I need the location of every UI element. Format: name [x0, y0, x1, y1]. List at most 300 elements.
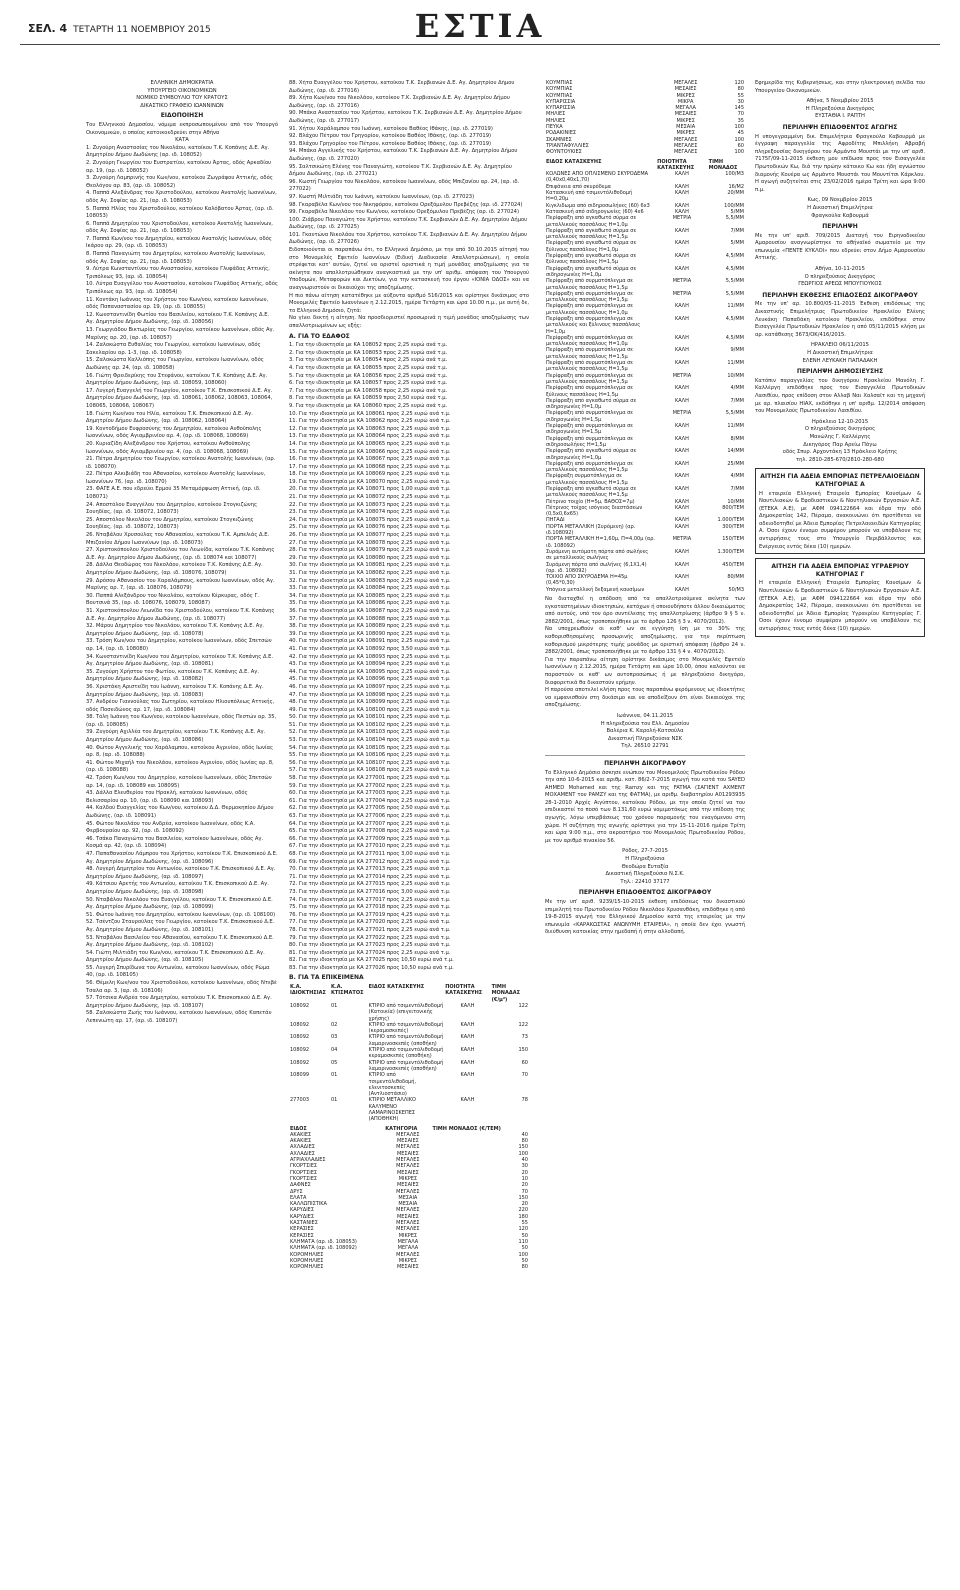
- table-cell: ΔΡΥΣ: [290, 1188, 303, 1195]
- table-cell: ΜΕΓΑΛΕΣ: [673, 142, 698, 149]
- list-item: 43. Δάλλα Ελευθερίου του Ηρακλή, κατοίκου Ιωαννίνων, οδός Βελισσαρίου αρ. 10, (αρ. ιδ. 108090 και 108093): [86, 790, 248, 804]
- list-item: 22. Πέτρα Αλκιβιάδη του Αθανασίου, κατοίκου Ανατολής Ιωαννίνων, Ιωαννίνων 76, (αρ. ιδ. 108070): [86, 471, 266, 485]
- list-item: 40. Για την ιδιοκτησία με ΚΑ 108091 προς 2,25 ευρώ ανά τ.μ.: [289, 638, 451, 645]
- list-item: 97. Κωστή Μιλτιάδη του Ιωάννη, κατοίκου Ιωαννίνων, (αρ. ιδ. 277023): [289, 193, 475, 200]
- table-cell: 50: [521, 1232, 528, 1239]
- signature-block: [755, 98, 925, 121]
- list-item: 52. Για την ιδιοκτησία με ΚΑ 108103 προς 2,25 ευρώ ανά τ.μ.: [289, 729, 451, 736]
- table-cell: ΚΑΛΗ: [674, 460, 689, 467]
- table-cell: ΜΕΣΑΙΕΣ: [674, 111, 697, 118]
- table-cell: 180: [518, 1213, 528, 1220]
- table-cell: 01: [331, 1097, 338, 1104]
- sign-role: Ο πληρεξούσιος δικηγόρος: [804, 426, 876, 433]
- table-cell: Επιφάνεια από σκυρόδεμα: [546, 183, 611, 190]
- table-cell: ΚΟΡΟΜΗΛΙΕΣ: [290, 1257, 324, 1264]
- table-row: [545, 410, 745, 423]
- table-cell: 01: [331, 1002, 338, 1009]
- table-cell: 73: [521, 1034, 528, 1041]
- sign-role: Η πληρεξούσια του Ελλ. Δημοσίου: [600, 720, 690, 727]
- table-row: [545, 266, 745, 279]
- table-row: [545, 473, 745, 486]
- list-item: 99. Γκαραβέλα Νικολάου του Κων/νου, κατοίκου Ορεξόμυλου Πρεβέζης (αρ. ιδ. 277024): [289, 209, 519, 216]
- list-item: 36. Για την ιδιοκτησία με ΚΑ 108087 προς 2,25 ευρώ ανά τ.μ.: [289, 607, 451, 614]
- list-item: 26. Νταβάλου Χρυσούλας του Αθανασίου, κατοίκου Τ.Κ. Αμπελιάς Δ.Ε. Μπιζανίου Δήμου Ιωαννίνων (αρ. ιδ. 108073): [86, 532, 270, 546]
- table-cell: Περίφραξη από συρματόπλεγμα σε μεταλλικούς πασσάλους Η=1,5μ: [546, 360, 633, 373]
- signature-block: [545, 713, 745, 751]
- table-cell: ΚΤΙΡΙΟ από τσιμεντόλιθοδομή κεραμοσκεπές (αποθήκη): [368, 1047, 444, 1060]
- table-cell: Υπόγεια μεταλλική δεξαμενή καυσίμων: [546, 586, 645, 593]
- table-cell: 9/ΜΜ: [730, 347, 744, 354]
- table-cell: Περίφραξη από αγκαθωτό σύρμα σε σιδηρογωνίες Η=1,0μ: [546, 265, 637, 278]
- authority-block: [86, 80, 278, 110]
- table-cell: ΚΑΣΤΑΝΙΕΣ: [290, 1220, 318, 1227]
- list-item: 80. Για την ιδιοκτησία με ΚΑ 277023 προς 2,25 ευρώ ανά τ.μ.: [289, 942, 451, 949]
- list-item: 14. Ζαλοκώστα Ευθαλίας του Γεωργίου, κατοίκου Ιωαννίνων, οδός Σακελαρίου αρ. 1-3, (αρ. ιδ. 108058): [86, 342, 261, 356]
- table-row: [545, 316, 745, 335]
- table-cell: ΓΚΟΡΤΣΙΕΣ: [290, 1169, 318, 1176]
- list-item: 9. Για την ιδιοκτησία με ΚΑ 108060 προς 2,25 ευρώ ανά τ.μ.: [289, 402, 448, 409]
- table-header-cell: ΕΙΔΟΣ: [290, 1125, 307, 1132]
- table-cell: ΜΕΓΑΛΕΣ: [396, 1226, 420, 1233]
- list-item: 8. Παππά Παναγιώτη του Δημητρίου, κατοίκου Ανατολής Ιωαννίνων, οδός Αγ. Σοφίας αρ. 21, (αρ. ιδ. 108053): [86, 251, 266, 265]
- table-cell: ΚΑΛΗ: [674, 190, 689, 197]
- table-cell: 45: [737, 130, 744, 137]
- table-header-cell: ΤΙΜΗ ΜΟΝΑΔΑΣ (€/μ²): [491, 984, 521, 1003]
- table-cell: 450/ΤΕΜ: [722, 561, 744, 568]
- list-item: 54. Γιώτη Μιλτιάδη του Κων/νου, κατοίκου Τ.Κ. Επισκοπικού Δ.Ε. Αγ. Δημητρίου Δήμου Δωδώνης, (αρ. ιδ. 108105): [86, 949, 265, 964]
- list-item: 77. Για την ιδιοκτησία με ΚΑ 277020 προς 2,25 ευρώ ανά τ.μ.: [289, 919, 451, 926]
- table-cell: ΚΥΠΑΡΙΣΣΙΑ: [546, 105, 576, 112]
- table-cell: ΚΟΥΜΠΙΑΣ: [546, 80, 573, 86]
- notice-body: Η υπογεγραμμένη δικ. Επιμελήτρια Φραγκούλα Καβουρμά με έγγραφη παραγγελία της Αφροδίτης Μπιλλήνη Αβραβή πληρεξουσίας δικηγόρου του Αρμάντο Μουστάι με την υπ' αριθ. 7175Γ/09-11-2015 έκθεση μου επίδωσα προς τον Εισαγγελέα Πρωτοδικών Κω, διά την πρώην κάτοικο Κω και ήδη αγνώστου διαμονής Κουέρα ως Αρμάντο Μουστάι του Μουντίτσι Κάρκλου. Η αγωγή συζητείται στις 23/02/2016 ημέρα Τρίτη και ώρα 9:00 π.μ.: [755, 133, 925, 193]
- table-cell: 300/ΤΕΜ: [722, 523, 744, 530]
- table-cell: 14/ΜΜ: [727, 448, 744, 455]
- table-cell: ΜΕΓΑΛΕΣ: [396, 1163, 420, 1170]
- table-cell: 5/ΜΜ: [730, 240, 744, 247]
- table-cell: ΚΑΛΗ: [674, 435, 689, 442]
- sign-role: Η Δικαστική Επιμελήτρια: [807, 350, 873, 356]
- table-cell: ΦΟΥΝΤΟΥΚΙΕΣ: [546, 149, 582, 156]
- table-cell: ΚΑΛΗ: [674, 448, 689, 455]
- table-cell: ΚΑΛΗ: [674, 548, 689, 555]
- table-cell: Περίφραξη από αγκαθωτό σύρμα σε ξύλινους πασσάλους Η=1,5μ: [546, 253, 637, 266]
- list-item: 36. Χριστάκη Αριστείδη του Ιωάννη, κατοίκου Τ.Κ. Κοπάνης Δ.Ε. Αγ. Δημητρίου Δήμου Δωδώνης, (αρ. ιδ. 108083): [86, 683, 264, 698]
- list-item: 12. Για την ιδιοκτησία με ΚΑ 108063 προς 2,25 ευρώ ανά τ.μ.: [289, 425, 451, 432]
- list-item: 72. Για την ιδιοκτησία με ΚΑ 277015 προς 2,25 ευρώ ανά τ.μ.: [289, 881, 451, 888]
- list-item: 16. Για την ιδιοκτησία με ΚΑ 108067 προς 2,25 ευρώ ανά τ.μ.: [289, 456, 451, 463]
- authority-line: ΥΠΟΥΡΓΕΙΟ ΟΙΚΟΝΟΜΙΚΩΝ: [147, 87, 217, 94]
- authority-line: ΝΟΜΙΚΟ ΣΥΜΒΟΥΛΙΟ ΤΟΥ ΚΡΑΤΟΥΣ: [136, 95, 228, 102]
- table-cell: ΜΕΣΑΙΕΣ: [674, 86, 697, 93]
- table-header-cell: ΚΑΤΗΓΟΡΙΑ: [385, 1125, 418, 1132]
- table-cell: ΠΟΡΤΑ ΜΕΤΑΛΛΙΚΗ (Συρόμενη) (αρ. ιδ.108092): [546, 523, 636, 537]
- list-item: 28. Δάλλα Θεοδώρας του Νικολάου, κατοίκου Τ.Κ. Κοπάνης Δ.Ε. Αγ. Δημητρίου Δήμου Δωδώνης, (αρ. ιδ. 108076, 108079): [86, 562, 263, 576]
- list-item: 29. Για την ιδιοκτησία με ΚΑ 108080 προς 2,25 ευρώ ανά τ.μ.: [289, 554, 451, 561]
- table-cell: 35: [737, 117, 744, 124]
- table-cell: 108092: [290, 1059, 310, 1066]
- table-row: [289, 1047, 529, 1060]
- table-cell: ΚΤΙΡΙΟ από τσιμεντόλιθοδομή (κεραμοσκεπές): [368, 1021, 444, 1035]
- table-row: [545, 448, 745, 461]
- list-item: 31. Για την ιδιοκτησία με ΚΑ 108082 προς 2,25 ευρώ ανά τ.μ.: [289, 570, 451, 576]
- list-item: 52. Τσέντζου Σταυρούλας του Γεωργίου, κατοίκου Τ.Κ. Επισκοπικού Δ.Ε. Αγ. Δημητρίου Δήμου Δωδώνης, (αρ. ιδ. 108101): [86, 919, 275, 933]
- list-item: 82. Για την ιδιοκτησία με ΚΑ 277025 προς 10,50 ευρώ ανά τ.μ.: [289, 957, 454, 964]
- table-row: [545, 461, 745, 474]
- table-cell: ΜΕΓΑΛΑ: [397, 1238, 419, 1245]
- table-cell: 100: [518, 1150, 528, 1157]
- list-item: 29. Δρόσου Αθανασίου του Χαραλάμπους, κατοίκου Ιωαννίνων, οδός Αγ. Μαρίνης αρ. 7, (αρ. ιδ. 108076, 108079): [86, 577, 275, 592]
- table-cell: ΚΑΛΗ: [460, 1059, 475, 1066]
- list-item: 3. Για την ιδιοκτησία με ΚΑ 108054 προς 2,25 ευρώ ανά τ.μ.: [289, 357, 448, 364]
- list-item: 38. Για την ιδιοκτησία με ΚΑ 108089 προς 2,25 ευρώ ανά τ.μ.: [289, 623, 451, 630]
- list-item: 45. Για την ιδιοκτησία με ΚΑ 108096 προς 2,25 ευρώ ανά τ.μ.: [289, 676, 451, 683]
- table-cell: 4,5/ΜΜ: [725, 334, 744, 341]
- table-cell: Κιγκλιδωμα από σιδηροσωλήνες (60) 6x3: [546, 202, 650, 209]
- table-cell: 16/Μ2: [728, 183, 744, 190]
- table-cell: 100: [734, 124, 744, 131]
- boxed-notice: [755, 468, 925, 554]
- table-cell: 5,5/ΜΜ: [725, 410, 744, 417]
- list-item: 47. Για την ιδιοκτησία με ΚΑ 108098 προς 2,25 ευρώ ανά τ.μ.: [289, 691, 451, 698]
- table-cell: ΜΕΓΑΛΕΣ: [396, 1157, 420, 1164]
- list-item: 13. Για την ιδιοκτησία με ΚΑ 108064 προς 2,25 ευρώ ανά τ.μ.: [289, 433, 451, 440]
- list-item: 41. Για την ιδιοκτησία με ΚΑ 108092 προς 3,50 ευρώ ανά τ.μ.: [289, 645, 451, 652]
- table-cell: ΚΟΥΜΠΙΑΣ: [546, 92, 573, 99]
- list-item: 31. Χριστοκόπουλου Λεωνίδα του Χριστοδούλου, κατοίκου Τ.Κ. Κοπάνης Δ.Ε. Αγ. Δημητρίου Δήμου Δωδώνης, (αρ. ιδ. 108077): [86, 607, 275, 622]
- list-item: 21. Για την ιδιοκτησία με ΚΑ 108072 προς 2,25 ευρώ ανά τ.μ.: [289, 494, 451, 501]
- table-cell: ΜΙΚΡΕΣ: [398, 1257, 418, 1264]
- list-item: 47. Παπαθανασίου Λάμπρου του Χρήστου, κατοίκου Τ.Κ. Επισκοπικού Δ.Ε. Αγ. Δημητρίου Δήμου Δωδώνης, (αρ. ιδ. 108096): [86, 850, 278, 865]
- table-cell: ΚΑΛΗ: [674, 240, 689, 247]
- table-cell: ΚΑΛΗ: [674, 334, 689, 341]
- kata-label: ΚΑΤΑ: [175, 137, 189, 144]
- table-cell: 11/ΜΜ: [727, 423, 744, 430]
- table-cell: 20: [521, 1182, 528, 1189]
- signature-block: [545, 848, 745, 886]
- table-cell: Πέτρινος τοίχος ισόγειος διαστάσεων (0,5x0,6x65): [546, 504, 643, 518]
- table-row: [545, 549, 745, 562]
- list-item: 1. Ζυγούρη Αναστασίας του Νικολάου, κατοίκου Τ.Κ. Κοπάνης Δ.Ε. Αγ. Δημητρίου Δήμου Δωδώνης (αρ. ιδ. 108052): [86, 144, 270, 159]
- table-cell: 25/ΜΜ: [727, 460, 744, 467]
- table-cell: Περίφραξη από αγκαθωτό σύρμα σε μεταλλικούς πασσάλους Η=1,5μ: [546, 227, 637, 241]
- list-item: 60. Για την ιδιοκτησία με ΚΑ 277003 προς 2,25 ευρώ ανά τ.μ.: [289, 790, 451, 797]
- table-row: [289, 1097, 529, 1122]
- table-cell: ΚΕΡΑΣΙΕΣ: [290, 1232, 314, 1239]
- table-cell: ΚΑΛΗ: [460, 1072, 475, 1079]
- list-item: 14. Για την ιδιοκτησία με ΚΑ 108065 προς 2,25 ευρώ ανά τ.μ.: [289, 440, 451, 447]
- table-row: [545, 385, 745, 398]
- column-2: [289, 80, 529, 1270]
- table-cell: 4,5/ΜΜ: [725, 315, 744, 322]
- table-cell: ΕΛΑΤΑ: [290, 1194, 307, 1201]
- list-item: 34. Κωνσταντινίδη Κων/νου του Δημητρίου, κατοίκου Τ.Κ. Κοπάνης Δ.Ε. Αγ. Δημητρίου Δήμου Δωδώνης, (αρ. ιδ. 108081): [86, 653, 274, 668]
- list-item: 42. Για την ιδιοκτησία με ΚΑ 108093 προς 2,25 ευρώ ανά τ.μ.: [289, 653, 451, 660]
- list-item: 65. Για την ιδιοκτησία με ΚΑ 277008 προς 2,25 ευρώ ανά τ.μ.: [289, 828, 451, 835]
- trees-table: [289, 1126, 529, 1271]
- table-cell: 60: [521, 1059, 528, 1066]
- sign-name: Βαλέρια Κ. Καρολή-Κατσούλα: [606, 728, 684, 735]
- table-row: [545, 190, 745, 203]
- buildings-table: [289, 984, 529, 1123]
- table-cell: Περίφραξη από συρματόπλεγμα σε μεταλλικούς πασσάλους Η=1,5μ: [546, 460, 633, 474]
- sign-phone: Τηλ.: 22410 37177: [620, 878, 670, 885]
- table-header-cell: Κ.Α. ΙΔΙΟΚΤΗΣΙΑΣ: [290, 984, 326, 997]
- table-cell: Περίφραξη από συρματόπλεγμα σε σιδηρογωνίες Η=1,5μ: [546, 423, 633, 436]
- table-row: [545, 240, 745, 253]
- list-item: 95. Σαλτσικώτη Ελένης του Παναγιώτη, κατοίκου Τ.Κ. Σερβιανών Δ.Ε. Αγ. Δημητρίου Δήμου Δωδώνης, (αρ. ιδ. 277021): [289, 163, 512, 178]
- table-cell: ΚΛΗΜΑΤΑ (αρ. ιδ. 108092): [290, 1245, 357, 1252]
- list-item: 25. Για την ιδιοκτησία με ΚΑ 108076 προς 2,25 ευρώ ανά τ.μ.: [289, 524, 451, 531]
- table-cell: 145: [734, 105, 744, 112]
- list-item: 4. Για την ιδιοκτησία με ΚΑ 108055 προς 2,25 ευρώ ανά τ.μ.: [289, 364, 448, 371]
- table-cell: ΤΡΙΑΝΤΑΦΥΛΛΙΕΣ: [546, 142, 589, 149]
- table-cell: ΑΧΛΑΔΙΕΣ: [290, 1144, 315, 1151]
- table-cell: ΜΕΤΡΙΑ: [672, 536, 692, 543]
- constructions-table: [545, 159, 745, 593]
- list-item: 2. Για την ιδιοκτησία με ΚΑ 108053 προς 2,25 ευρώ ανά τ.μ.: [289, 349, 448, 356]
- list-item: 54. Για την ιδιοκτησία με ΚΑ 108105 προς 2,25 ευρώ ανά τ.μ.: [289, 744, 451, 751]
- list-item: 27. Για την ιδιοκτησία με ΚΑ 108078 προς 2,25 ευρώ ανά τ.μ.: [289, 539, 451, 546]
- list-item: 34. Για την ιδιοκτησία με ΚΑ 108085 προς 2,25 ευρώ ανά τ.μ.: [289, 592, 451, 599]
- table-cell: 800/ΤΕΜ: [722, 504, 744, 511]
- table-cell: Περίφραξη από συρματόπλεγμα σε ξύλινους πασσάλους Η=1,5μ: [546, 385, 633, 398]
- table-cell: 108099: [290, 1072, 310, 1079]
- list-item: 15. Ζαλοκώστα Καλλιόπης του Γεωργίου, κατοίκου Ιωαννίνων, οδός Δωδώνης αρ. 24, (αρ. ιδ. 108058): [86, 357, 264, 371]
- table-cell: 50/Μ3: [728, 586, 744, 593]
- table-cell: 150: [518, 1047, 528, 1054]
- table-cell: ΜΙΚΡΕΣ: [398, 1232, 418, 1239]
- notice-body: Με την υπ' αρ. 10.800/05-11-2015 Έκθεση επιδόσεως της Δικαστικής Επιμελήτριας Πρωτοδικείου Ηρακλείου Ελένης Λευκάκη Παπαδάκη κατοίκου Ηρακλείου, επιδόθηκε στον Εισαγγελέα Πρωτοδικών Ηρακλείου η από 05/11/2015 κλήση με αρ. κατάθεσης 3673/ΟΚ/416/2015.: [755, 301, 925, 338]
- table-row: [545, 574, 745, 587]
- table-cell: ΜΕΓΑΛΕΣ: [673, 149, 698, 156]
- table-row: [289, 1034, 529, 1047]
- sign-name: Μανώλης Γ. Καλλέργης: [809, 433, 871, 440]
- table-cell: Περίφραξη από συρματόπλεγμα σε μεταλλικούς πασσάλους Η=1,5μ: [546, 372, 633, 385]
- list-item: 7. Για την ιδιοκτησία με ΚΑ 108058 προς 2,25 ευρώ ανά τ.μ.: [289, 387, 448, 394]
- table-cell: 70: [737, 111, 744, 118]
- table-cell: Περίφραξη από συρματόπλεγμα σε μεταλλικούς και ξύλινους πασσάλους Η=1,0μ: [546, 315, 641, 335]
- notice-body: Με την υπ' αριθ. 9239/15-10-2015 έκθεση επιδόσεως του δικαστικού επιμελητή του Πρωτοδικείου Ρόδου Νικολάου Χρυσανθάκη, επιδόθηκε η από 19-8-2015 αγωγή του Ελληνικού Δημοσίου κατά της εταιρείας με την επωνυμία «ΚΑΡΑΚΩΣΤΑΣ ΑΝΩΝΥΜΗ ΕΤΑΙΡΕΙΑ», η οποία δεν έχει γνωστή διεύθυνση κατοικίας στην ημεδαπή ή στην αλλοδαπή.: [545, 899, 745, 936]
- list-item: 38. Τόλη Ιωάννη του Κων/νου, κατοίκου Ιωαννίνων, οδός Πεστών αρ. 35, (αρ. ιδ. 108085): [86, 714, 277, 728]
- table-row: [545, 335, 745, 348]
- table-cell: ΜΕΓΑΛΕΣ: [396, 1188, 420, 1195]
- table-cell: ΜΕΤΡΙΑ: [672, 372, 692, 379]
- list-item: 20. Για την ιδιοκτησία με ΚΑ 108071 προς 1,00 ευρώ ανά τ.μ.: [289, 486, 451, 493]
- list-item: 71. Για την ιδιοκτησία με ΚΑ 277014 προς 2,25 ευρώ ανά τ.μ.: [289, 873, 451, 880]
- table-cell: Κατασκευή από τσιμεντόλιθοδομή Η=0,20μ: [546, 190, 633, 203]
- sign-name: ΓΕΩΡΓΙΟΣ ΑΡΕΩΣ ΜΠΟΥΓΙΟΥΚΟΣ: [798, 281, 882, 288]
- notice-body: Για την παραπάνω αίτηση ορίστηκε δικάσιμος στο Μονομελές Εφετείο Ιωαννίνων η 2.12.2015, ημέρα Τετάρτη και ώρα 10.00, όπου καλούνται να παραστούν οι καθ' ων αυτοπροσώπως ή με πληρεξούσιο δικηγόρο, διαφορετικά θα δικαστούν ερήμην.: [545, 656, 745, 686]
- list-item: 68. Για την ιδιοκτησία με ΚΑ 277011 προς 3,00 ευρώ ανά τ.μ.: [289, 850, 451, 857]
- table-cell: ΠΗΓΑΔΙ: [546, 517, 565, 524]
- list-item: 63. Για την ιδιοκτησία με ΚΑ 277006 προς 2,25 ευρώ ανά τ.μ.: [289, 813, 451, 819]
- table-cell: Περίφραξη από αγκαθωτό σύρμα σε σιδηρογωνίες Η=1,0μ: [546, 448, 637, 461]
- boxed-notice: [755, 558, 925, 636]
- table-cell: 55: [737, 92, 744, 99]
- table-cell: ΜΕΤΡΙΑ: [672, 410, 692, 417]
- table-cell: 5/ΜΜ: [730, 208, 744, 215]
- list-item: 57. Για την ιδιοκτησία με ΚΑ 108108 προς 2,25 ευρώ ανά τ.μ.: [289, 767, 451, 774]
- list-item: 49. Για την ιδιοκτησία με ΚΑ 108100 προς 2,25 ευρώ ανά τ.μ.: [289, 706, 451, 713]
- table-cell: 78: [521, 1097, 528, 1104]
- list-item: 30. Για την ιδιοκτησία με ΚΑ 108081 προς 2,25 ευρώ ανά τ.μ.: [289, 562, 451, 569]
- table-cell: ΑΧΛΑΔΙΕΣ: [290, 1150, 315, 1157]
- table-cell: 30: [737, 98, 744, 105]
- table-cell: 11/ΜΜ: [727, 360, 744, 367]
- table-cell: 02: [331, 1021, 338, 1028]
- table-cell: ΔΑΦΝΕΣ: [290, 1182, 311, 1189]
- table-cell: Περίφραξη από συρματόπλεγμα σε μεταλλικούς πασσάλους Η=1,5μ: [546, 290, 633, 304]
- sign-place: Αθήνα, 10-11-2015: [815, 266, 865, 273]
- table-cell: ΚΑΛΗ: [674, 360, 689, 367]
- table-cell: ΚΑΛΗ: [674, 183, 689, 190]
- table-cell: 277003: [290, 1097, 310, 1104]
- table-cell: ΚΑΛΗ: [674, 473, 689, 480]
- table-row: [289, 1072, 529, 1097]
- sign-office: Δικηγόρος Παρ Αρείω Πάγω: [803, 441, 877, 448]
- table-cell: ΜΕΓΑΛΕΣ: [396, 1144, 420, 1151]
- table-cell: ΚΑΛΗ: [674, 253, 689, 260]
- table-cell: 11/ΜΜ: [727, 303, 744, 310]
- list-item: 35. Ζυγούρη Χρήστου του Φωτίου, κατοίκου Τ.Κ. Κοπάνης Δ.Ε. Αγ. Δημητρίου Δήμου Δωδώνης, (αρ. ιδ. 108082): [86, 668, 259, 683]
- table-row: [545, 228, 745, 241]
- table-cell: 80/ΜΜ: [727, 574, 744, 581]
- list-item: 13. Γεωργιάδου Βικτωρίας του Γεωργίου, κατοίκου Ιωαννίνων, οδός Αγ. Μαρίνης αρ. 20, (αρ. ιδ. 108057): [86, 327, 275, 341]
- sign-phone: Τηλ. 26510 22791: [621, 743, 669, 750]
- table-cell: 108092: [290, 1047, 310, 1054]
- table-cell: 1.300/ΤΕΜ: [717, 548, 744, 555]
- table-cell: ΚΑΛΗ: [674, 423, 689, 430]
- table-cell: 7/ΜΜ: [730, 227, 744, 234]
- table-cell: Περίφραξη από συρματόπλεγμα σε σιδηρογωνίες Η=1,5μ: [546, 410, 633, 423]
- list-item: 30. Παππά Αλεξάνδρου του Νικολάου, κατοίκου Κέρκυρας, οδός Γ. Βουτσινά 35, (αρ. ιδ. 108076, 108079, 108087): [86, 592, 260, 607]
- table-cell: 220: [518, 1207, 528, 1214]
- list-item: 79. Για την ιδιοκτησία με ΚΑ 277022 προς 2,25 ευρώ ανά τ.μ.: [289, 934, 451, 941]
- notice-title: ΑΙΤΗΣΗ ΓΙΑ ΑΔΕΙΑ ΕΜΠΟΡΙΑΣ ΠΕΤΡΕΛΑΙΟΕΙΔΩΝ ΚΑΤΗΓΟΡΙΑΣ Α: [760, 473, 920, 488]
- table-cell: Περίφραξη από συρματόπλεγμα σε μεταλλικούς πασσάλους Η=1,0μ: [546, 303, 633, 316]
- table-cell: ΚΑΛΗ: [674, 208, 689, 215]
- table-cell: ΜΗΛΙΕΣ: [546, 111, 566, 118]
- table-cell: Πέτρινο τοιχίο (Η=5μ, ΒΑΘΟΣ=7μ): [546, 498, 635, 505]
- sign-name: Θεοδώρα Ευταξία: [621, 863, 669, 870]
- table-cell: 30: [521, 1163, 528, 1170]
- list-item: 23. ΦΑΓΕ Α.Ε. που εδρεύει Ερμού 35 Μεταμόρφωση Αττική, (αρ. ιδ. 108071): [86, 486, 261, 501]
- divider: [545, 755, 745, 756]
- list-item: 75. Για την ιδιοκτησία με ΚΑ 277018 προς 2,25 ευρώ ανά τ.μ.: [289, 904, 451, 911]
- table-cell: 150: [518, 1144, 528, 1151]
- list-item: 42. Τρόση Κων/νου του Δημητρίου, κατοίκου Ιωαννίνων, οδός Σπετσών αρ. 14, (αρ. ιδ. 108089 και 108095): [86, 775, 272, 789]
- table-cell: 60: [737, 142, 744, 149]
- list-item: 67. Για την ιδιοκτησία με ΚΑ 277010 προς 2,25 ευρώ ανά τ.μ.: [289, 843, 451, 850]
- table-cell: Περίφραξη από αγκαθωτό σύρμα σε ξύλινους πασσάλους Η=1,0μ: [546, 240, 637, 253]
- table-cell: ΜΕΓΑΛΕΣ: [396, 1251, 420, 1258]
- list-item: 69. Για την ιδιοκτησία με ΚΑ 277012 προς 2,25 ευρώ ανά τ.μ.: [289, 858, 451, 865]
- masthead: [20, 8, 940, 45]
- table-cell: 100/ΜΜ: [724, 202, 744, 209]
- table-cell: ΣΚΑΜΝΙΕΣ: [546, 136, 572, 143]
- list-item: 5. Παππά Ηλίας του Χριστοδούλου, κατοίκου Καλόβατου Άρτας, (αρ. ιδ. 108053): [86, 205, 274, 220]
- list-item: 100. Ζιάβρου Παναγιώτη του Χρήστου, κατοίκου Τ.Κ. Σερβιανών Δ.Ε. Αγ. Δημητρίου Δήμου Δωδώνης, (αρ. ιδ. 277025): [289, 216, 528, 231]
- table-cell: ΠΕΥΚΑ: [546, 124, 563, 131]
- table-cell: 5,5/ΜΜ: [725, 290, 744, 297]
- table-cell: 150/ΤΕΜ: [722, 536, 744, 543]
- notice-title: ΠΕΡΙΛΗΨΗ ΔΙΚΟΓΡΑΦΟΥ: [604, 759, 686, 767]
- table-cell: 20: [521, 1201, 528, 1208]
- table-header-cell: ΠΟΙΟΤΗΤΑ ΚΑΤΑΣΚΕΥΗΣ: [445, 984, 483, 997]
- table-cell: ΚΑΛΗ: [674, 517, 689, 524]
- table-cell: ΚΤΙΡΙΟ από τσιμεντόλιθοδομή (Κατοικία) (επιγειτονικής χρήσης): [368, 1002, 444, 1022]
- table-cell: ΚΑΛΗ: [674, 265, 689, 272]
- list-item: 19. Κοντοδήμου Ευφροσύνης του Δημητρίου, κατοίκου Ανθοῦπολης Ιωαννίνων, οδός Αγιαμβρινίου αρ. 4, (αρ. ιδ. 108068, 108069): [86, 425, 262, 440]
- notice-body: Με την υπ' αριθ. 709/2015 Διαταγή του Ειρηνοδικείου Αμαρουσίου αναγνωρίστηκε το αθήναϊκό σωματείο με την επωνυμία «ΠΕΝΤΕ ΚΥΚΛΟΙ» που εδρεύει στον Δήμο Αμαρουσίου Αττικής.: [755, 232, 925, 262]
- list-item: 45. Φώτου Νικολάου του Ανδρέα, κατοίκου Ιωαννίνων, οδός Κ.Α. Φερβουραίου αρ. 92, (αρ. ιδ. 108092): [86, 820, 255, 835]
- authority-line: ΔΙΚΑΣΤΙΚΟ ΓΡΑΦΕΙΟ ΙΩΑΝΝΙΝΩΝ: [140, 102, 224, 109]
- list-item: 9. Λύτρα Κωνσταντίνου του Αναστασίου, κατοίκου Γλυφάδας Αττικής, Τριπόλεως 93, (αρ. ιδ. 108054): [86, 266, 270, 280]
- table-header-row: [545, 159, 745, 172]
- table-cell: 10/ΜΜ: [727, 498, 744, 505]
- table-cell: ΚΤΙΡΙΟ από τσιμεντόλιθοδομή, ελενιτοσκεπές (Αντλιοστάσιο): [368, 1072, 417, 1098]
- table-cell: 122: [518, 1002, 528, 1009]
- table-cell: ΜΕΓΑΛΕΣ: [673, 80, 698, 86]
- table-cell: ΚΤΙΡΙΟ από τσιμεντόλιθοδομή λαμαρινοσκεπές (αποθήκη): [368, 1034, 444, 1047]
- table-cell: 80: [521, 1138, 528, 1145]
- list-item: 15. Για την ιδιοκτησία με ΚΑ 108066 προς 2,25 ευρώ ανά τ.μ.: [289, 448, 451, 455]
- sign-role: Η Πληρεξούσια: [625, 856, 665, 863]
- sign-role: Ο πληρεξούσιος Δικηγόρος: [804, 273, 876, 280]
- table-cell: Περίφραξη από αγκαθωτό σύρμα σε μεταλλικούς πασσάλους Η=1,5μ: [546, 486, 637, 499]
- table-cell: ΚΑΛΗ: [674, 202, 689, 209]
- list-item: 64. Για την ιδιοκτησία με ΚΑ 277007 προς 2,25 ευρώ ανά τ.μ.: [289, 820, 451, 827]
- table-row: [289, 1060, 529, 1073]
- list-item: 49. Κάτσιου Αρετής του Αντωνίου, κατοίκου Τ.Κ. Επισκοπικού Δ.Ε. Αγ. Δημητρίου Δήμου Δωδώνης, (αρ. ιδ. 108098): [86, 881, 269, 895]
- list-item: 50. Νταβάλου Νικολάου του Ευαγγέλου, κατοίκου Τ.Κ. Επισκοπικού Δ.Ε. Αγ. Δημητρίου Δήμου Δωδώνης, (αρ. ιδ. 108099): [86, 896, 273, 911]
- table-row: [545, 360, 745, 373]
- list-item: 66. Για την ιδιοκτησία με ΚΑ 277009 προς 2,25 ευρώ ανά τ.μ.: [289, 835, 451, 842]
- table-cell: ΜΕΓΑΛΕΣ: [396, 1131, 420, 1138]
- table-cell: ΑΚΑΚΙΕΣ: [290, 1138, 312, 1145]
- signature-block: [755, 266, 925, 289]
- table-cell: Περίφραξη από αγκαθωτό σύρμα σε μεταλλικούς πασσάλους Η=1,0μ: [546, 215, 637, 228]
- list-item: 93. Βλάχου Γρηγορίου του Πέτρου, κατοίκου Βαθέος Ιθάκης, (αρ. ιδ. 277019): [289, 140, 492, 147]
- sign-address: οδός Σπυρ. Αρχοντάκη 13 Ηράκλειο Κρήτης: [782, 449, 898, 456]
- table-cell: 1.000/ΤΕΜ: [717, 517, 744, 524]
- table-row: [289, 1003, 529, 1022]
- table-row: [545, 562, 745, 575]
- list-item: 44. Για την ιδιοκτησία με ΚΑ 108095 προς 2,25 ευρώ ανά τ.μ.: [289, 668, 451, 675]
- table-row: [545, 347, 745, 360]
- table-cell: 04: [331, 1047, 338, 1054]
- list-item: 7. Παππά Κων/νου του Δημητρίου, κατοίκου Ανατολής Ιωαννίνων, οδός Ικάρου αρ. 29, (αρ. ιδ. 108053): [86, 235, 272, 250]
- table-cell: 20: [521, 1169, 528, 1176]
- table-cell: ΚΑΛΗ: [674, 227, 689, 234]
- table-row: [545, 215, 745, 228]
- list-item: 32. Μάρου Δημητρίου του Νικολάου, κατοίκου Τ.Κ. Κοπάνης Δ.Ε. Αγ. Δημητρίου Δήμου Δωδώνης, (αρ. ιδ. 108078): [86, 623, 265, 637]
- list-item: 90. Μπάκα Αναστασίου του Χρήστου, κατοίκου Τ.Κ. Σερβιανών Δ.Ε. Αγ. Δημητρίου Δήμου Δωδώνης, (αρ. ιδ. 277017): [289, 110, 522, 124]
- list-item: 51. Φώτου Ιωάννη του Δημητρίου, κατοίκου Ιωαννίνων, (αρ. ιδ. 108100): [86, 911, 276, 918]
- table-cell: 122: [518, 1021, 528, 1028]
- notice-title: ΕΙΔΟΠΟΙΗΣΗ: [160, 112, 204, 120]
- table-cell: ΚΟΡΟΜΗΛΙΕΣ: [290, 1251, 324, 1258]
- list-item: 23. Για την ιδιοκτησία με ΚΑ 108074 προς 2,25 ευρώ ανά τ.μ.: [289, 509, 451, 516]
- defendants-list: [86, 145, 278, 1026]
- list-item: 6. Για την ιδιοκτησία με ΚΑ 108057 προς 2,25 ευρώ ανά τ.μ.: [289, 380, 448, 387]
- list-item: 48. Για την ιδιοκτησία με ΚΑ 108099 προς 2,25 ευρώ ανά τ.μ.: [289, 699, 451, 706]
- list-item: 37. Για την ιδιοκτησία με ΚΑ 108088 προς 2,25 ευρώ ανά τ.μ.: [289, 615, 451, 622]
- trees-table-continued: [545, 80, 745, 156]
- table-cell: 5,5/ΜΜ: [725, 215, 744, 222]
- list-item: 17. Για την ιδιοκτησία με ΚΑ 108068 προς 2,25 ευρώ ανά τ.μ.: [289, 463, 451, 470]
- table-cell: 20/ΜΜ: [727, 190, 744, 197]
